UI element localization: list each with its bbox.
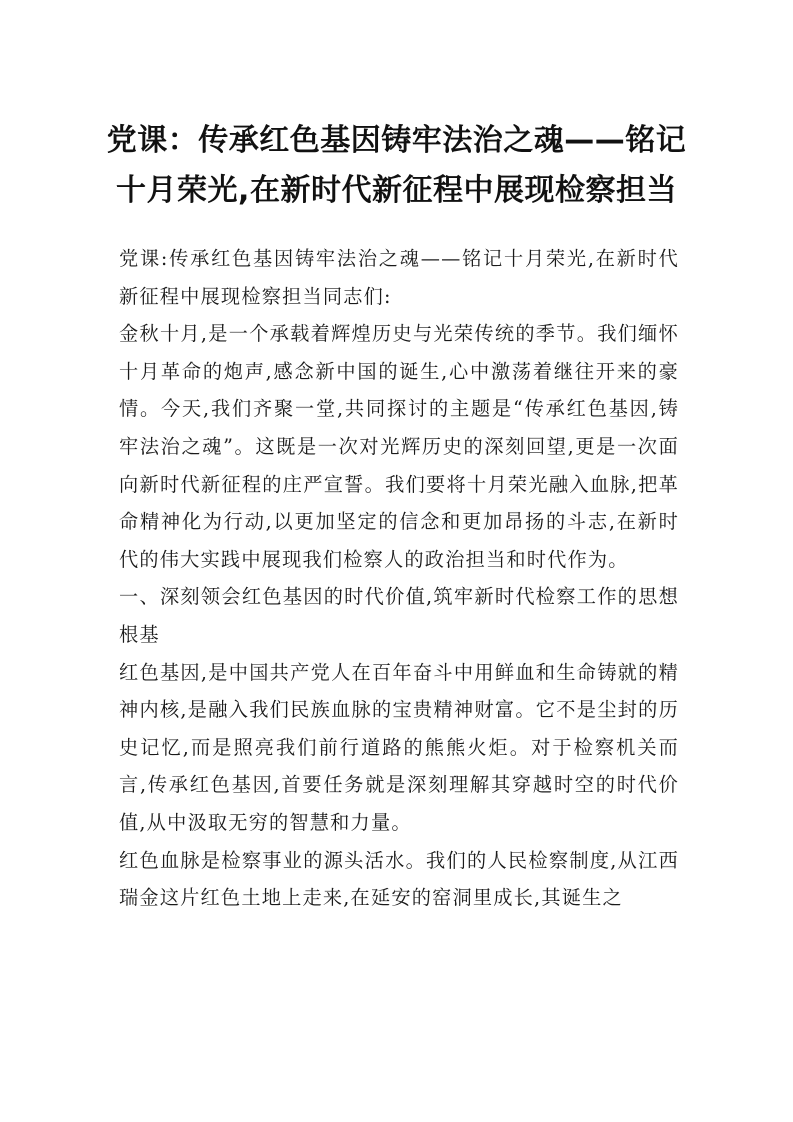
document-body [119,240,679,917]
section-heading-1: 一、深刻领会红色基因的时代价值,筑牢新时代检察工作的思想根基 [119,585,679,646]
paragraph-opening: 党课:传承红色基因铸牢法治之魂——铭记十月荣光,在新时代新征程中展现检察担当同志们: [119,247,679,308]
paragraph-intro: 金秋十月,是一个承载着辉煌历史与光荣传统的季节。我们缅怀十月革命的炮声,感念新中国的诞生,心中激荡着继往开来的豪情。今天,我们齐聚一堂,共同探讨的主题是“传承红色基因,铸牢法治之魂”。这既是一次对光辉历史的深刻回望,更是一次面向新时代新征程的庄严宣誓。我们要将十月荣光融入血脉,把革命精神化为行动,以更加坚定的信念和更加昂扬的斗志,在新时代的伟大实践中展现我们检察人的政治担当和时代作为。 [119,322,679,571]
document-title: 党课：传承红色基因铸牢法治之魂——铭记十月荣光,在新时代新征程中展现检察担当 [106,123,687,208]
paragraph-red-gene: 红色基因,是中国共产党人在百年奋斗中用鲜血和生命铸就的精神内核,是融入我们民族血脉的宝贵精神财富。它不是尘封的历史记忆,而是照亮我们前行道路的熊熊火炬。对于检察机关而言,传承红色基因,首要任务就是深刻理解其穿越时空的时代价值,从中汲取无穷的智慧和力量。 [119,660,679,834]
paragraph-red-bloodline: 红色血脉是检察事业的源头活水。我们的人民检察制度,从江西瑞金这片红色土地上走来,在延安的窑洞里成长,其诞生之 [119,848,679,910]
